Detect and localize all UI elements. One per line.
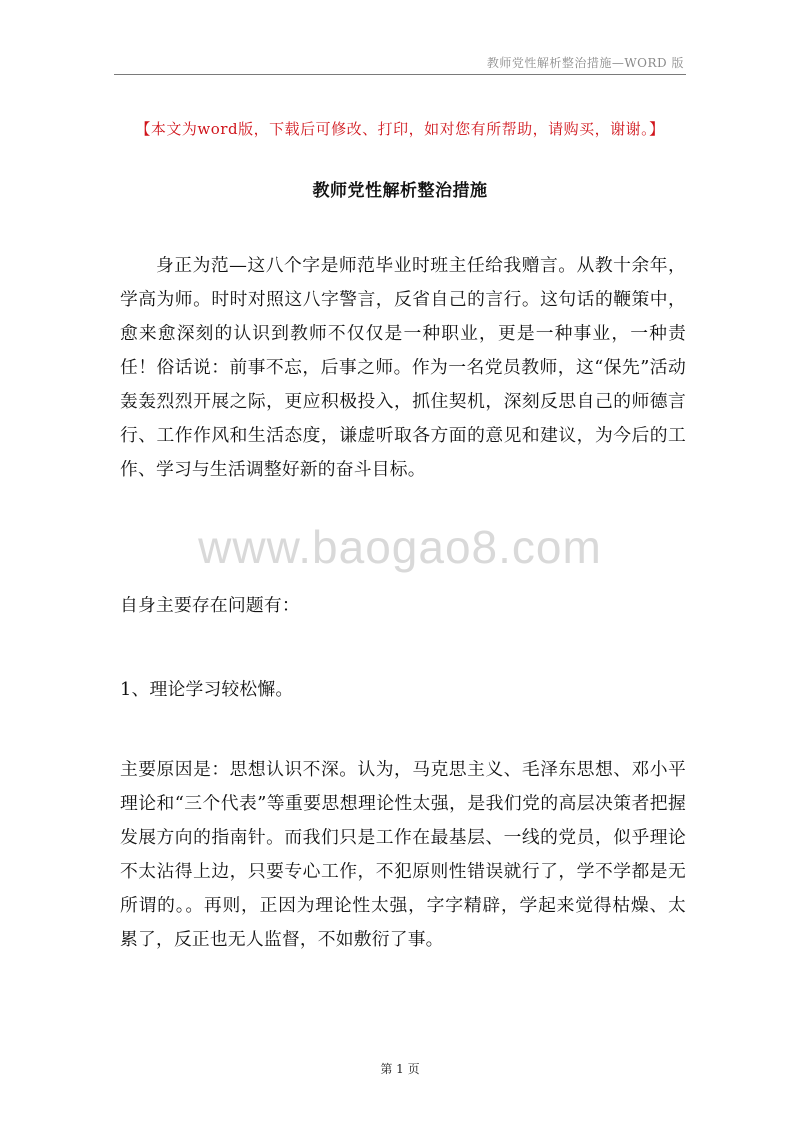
- running-header: 教师党性解析整治措施—WORD 版: [486, 56, 684, 70]
- page-number: 第 1 页: [380, 1062, 420, 1076]
- purchase-notice: 【本文为word版，下载后可修改、打印，如对您有所帮助，请购买，谢谢。】: [135, 120, 665, 138]
- header-divider: [114, 74, 686, 75]
- document-title: 教师党性解析整治措施: [312, 181, 488, 201]
- paragraph-problems-heading: 自身主要存在问题有：: [120, 594, 300, 616]
- paragraph-intro: 身正为范—这八个字是师范毕业时班主任给我赠言。从教十余年，学高为师。时时对照这八字警言，反省自己的言行。这句话的鞭策中，愈来愈深刻的认识到教师不仅仅是一种职业，更是一种事业，一种责任！俗话说：前事不忘，后事之师。作为一名党员教师，这“保先”活动轰轰烈烈开展之际，更应积极投入，抓住契机，深刻反思自己的师德言行、工作作风和生活态度，谦虚听取各方面的意见和建议，为今后的工作、学习与生活调整好新的奋斗目标。: [120, 254, 686, 480]
- paragraph-item-1: 1、理论学习较松懈。: [120, 678, 294, 700]
- paragraph-main-reason: 主要原因是：思想认识不深。认为，马克思主义、毛泽东思想、邓小平理论和“三个代表”等重要思想理论性太强，是我们党的高层决策者把握发展方向的指南针。而我们只是工作在最基层、一线的党员，似乎理论不太沾得上边，只要专心工作，不犯原则性错误就行了，学不学都是无所谓的。。再则，正因为理论性太强，字字精辟，学起来觉得枯燥、太累了，反正也无人监督，不如敷衍了事。: [120, 758, 686, 950]
- watermark-text: www.baogao8.com: [198, 521, 602, 573]
